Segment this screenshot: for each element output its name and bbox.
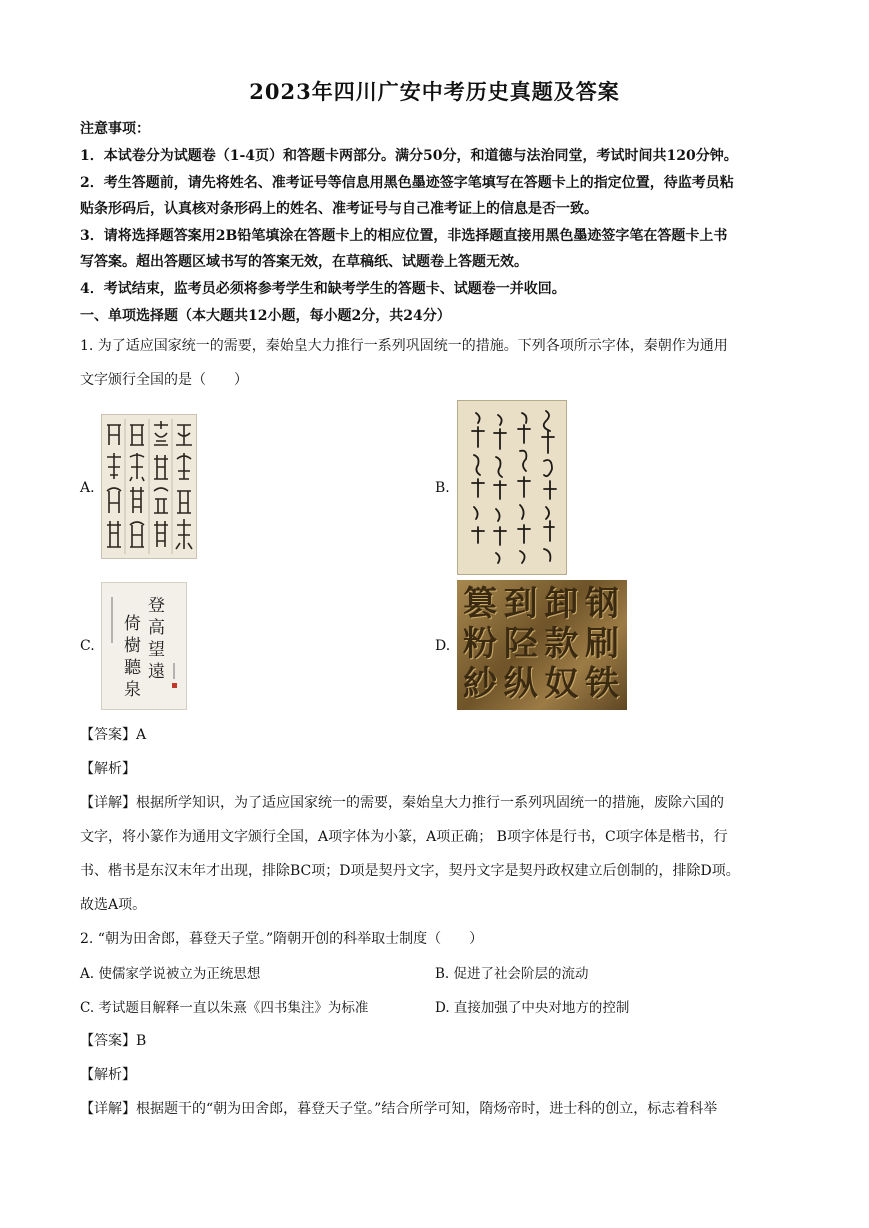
detail-line: 故选A项。: [80, 897, 147, 913]
page-title: 2023年四川广安中考历史真题及答案: [249, 79, 620, 104]
option-c: C. 考试题目解释一直以朱熹《四书集注》为标准: [80, 1000, 369, 1016]
khitan-column-4: 篡粉紗: [463, 584, 497, 704]
answer: 【答案】B: [80, 1033, 147, 1049]
note-line: 写答案。超出答题区域书写的答案无效，在草稿纸、试题卷上答题无效。: [80, 254, 528, 270]
option-a: A. 使儒家学说被立为正统思想: [80, 966, 261, 982]
detail-line: 书、楷书是东汉末年才出现，排除BC项；D项是契丹文字，契丹文字是契丹政权建立后创制的，排除D项。: [80, 863, 740, 879]
option-d-label: D.: [435, 638, 451, 654]
question-stem: 2. “朝为田舍郎，暮登天子堂。”隋朝开创的科举取士制度（ ）: [80, 931, 484, 947]
question-stem: 1. 为了适应国家统一的需要，秦始皇大力推行一系列巩固统一的措施。下列各项所示字体，秦朝作为通用: [80, 338, 728, 354]
option-d: D. 直接加强了中央对地方的控制: [435, 1000, 630, 1016]
running-script-image: [457, 400, 567, 575]
calligraphy-column-1: 登高望遠: [148, 596, 165, 682]
section-heading: 一、单项选择题（本大题共12小题，每小题2分，共24分）: [80, 308, 451, 324]
option-b: B. 促进了社会阶层的流动: [435, 966, 589, 982]
answer: 【答案】A: [80, 727, 147, 743]
seal-script-image: [101, 414, 197, 559]
note-line: 1．本试卷分为试题卷（1-4页）和答题卡两部分。满分50分，和道德与法治同堂，考试时间共120分钟。: [80, 148, 738, 164]
note-line: 2．考生答题前，请先将姓名、准考证号等信息用黑色墨迹签字笔填写在答题卡上的指定位置，待监考员粘: [80, 175, 734, 191]
note-line: 4．考试结束，监考员必须将参考学生和缺考学生的答题卡、试题卷一并收回。: [80, 281, 566, 297]
analysis-label: 【解析】: [80, 1067, 136, 1083]
calligraphy-column-2: 倚樹聽泉: [124, 614, 141, 700]
khitan-column-2: 卸款奴: [544, 584, 579, 704]
regular-script-image: [101, 582, 187, 710]
option-b-label: B.: [435, 480, 450, 496]
detail-line: 文字，将小篆作为通用文字颁行全国，A项字体为小篆，A项正确； B项字体是行书，C项字体是楷书，行: [80, 829, 728, 845]
option-a-label: A.: [80, 480, 95, 496]
analysis-label: 【解析】: [80, 761, 136, 777]
khitan-column-3: 到陉纵: [503, 584, 538, 704]
option-c-label: C.: [80, 638, 95, 654]
khitan-column-1: 钢刷铁: [584, 584, 619, 704]
detail-line: 【详解】根据所学知识，为了适应国家统一的需要，秦始皇大力推行一系列巩固统一的措施，废除六国的: [80, 795, 724, 811]
note-line: 贴条形码后，认真核对条形码上的姓名、准考证号与自己准考证上的信息是否一致。: [80, 201, 598, 217]
khitan-script-image: [457, 580, 627, 710]
notes-heading: 注意事项：: [80, 121, 150, 137]
detail-line: 【详解】根据题干的“朝为田舍郎，暮登天子堂。”结合所学可知，隋炀帝时，进士科的创立，标志着科举: [80, 1101, 718, 1117]
question-stem: 文字颁行全国的是（ ）: [80, 372, 248, 388]
note-line: 3．请将选择题答案用2B铅笔填涂在答题卡上的相应位置，非选择题直接用黑色墨迹签字笔在答题卡上书: [80, 228, 728, 244]
